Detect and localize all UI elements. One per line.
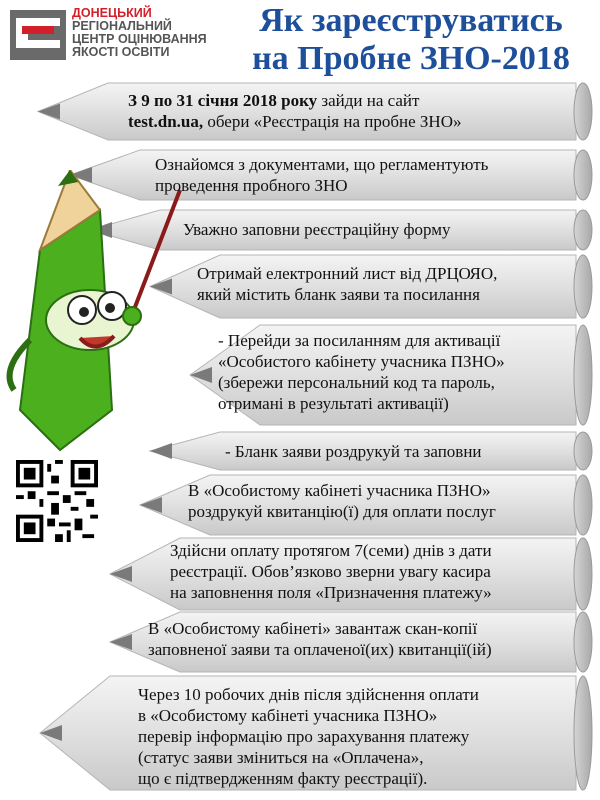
step-line: в «Особистому кабінеті учасника ПЗНО» (138, 706, 438, 725)
pencil-end (574, 432, 592, 470)
pencil-end (574, 83, 592, 140)
step-2 (155, 154, 488, 196)
pencil-end (574, 475, 592, 535)
pencil-end (574, 255, 592, 318)
step-line: «Особистого кабінету учасника ПЗНО» (218, 352, 505, 371)
step-line: Отримай електронний лист від ДРЦОЯО, (197, 264, 498, 283)
step-line: реєстрації. Обов’язково зверни увагу касира (170, 562, 491, 581)
step-line: З 9 по 31 січня 2018 року зайди на сайт (128, 91, 420, 110)
step-line: - Перейди за посиланням для активації (218, 331, 501, 350)
qr-code-icon[interactable] (16, 460, 98, 542)
step-line: (статус заяви зміниться на «Оплачена», (138, 748, 424, 767)
step-line: (збережи персональний код та пароль, (218, 373, 495, 392)
pencil-lead (38, 104, 60, 120)
step-5 (218, 330, 505, 414)
pencil-end (574, 538, 592, 610)
step-3 (183, 219, 451, 240)
step-line: який містить бланк заяви та посилання (197, 285, 480, 304)
org-line-1: ДОНЕЦЬКИЙ (72, 6, 152, 20)
step-line: В «Особистому кабінеті учасника ПЗНО» (188, 481, 491, 500)
step-line: перевір інформацію про зарахування платежу (138, 727, 470, 746)
pencil-end (574, 210, 592, 250)
step-line: отримані в результаті активації) (218, 394, 449, 413)
step-6 (225, 441, 482, 462)
pencil-mascot-illustration (0, 170, 210, 460)
title-line-2: на Пробне ЗНО-2018 (252, 40, 570, 77)
step-line: Ознайомся з документами, що регламентують (155, 155, 489, 174)
step-1 (128, 90, 461, 132)
step-line: роздрукуй квитанцію(ї) для оплати послуг (188, 502, 496, 521)
step-10 (138, 684, 479, 789)
step-line: В «Особистому кабінеті» завантаж скан-копії (148, 619, 478, 638)
step-7 (188, 480, 496, 522)
step-line: test.dn.ua, обери «Реєстрація на пробне ЗНО» (128, 112, 462, 131)
step-line: що є підтвердженням факту реєстрації). (138, 769, 428, 788)
step-line: Здійсни оплату протягом 7(семи) днів з дати (170, 541, 492, 560)
pencil-end (574, 612, 592, 672)
step-line: Через 10 робочих днів після здійснення оплати (138, 685, 479, 704)
step-9 (148, 618, 492, 660)
org-line-4: ЯКОСТІ ОСВІТИ (72, 45, 170, 59)
pencil-lead (140, 497, 162, 513)
org-line-3: ЦЕНТР ОЦІНЮВАННЯ (72, 32, 207, 46)
pencil-end (574, 325, 592, 425)
pencil-end (574, 150, 592, 200)
title-line-1: Як зареєструватись (259, 2, 563, 39)
step-line: Уважно заповни реєстраційну форму (183, 220, 451, 239)
step-line: заповненої заяви та оплаченої(их) квитанції(ій) (148, 640, 492, 659)
step-line: - Бланк заяви роздрукуй та заповни (225, 442, 482, 461)
step-4 (197, 263, 497, 305)
step-line: проведення пробного ЗНО (155, 176, 348, 195)
step-8 (170, 540, 492, 603)
pencil-lead (110, 634, 132, 650)
pencil-end (574, 676, 592, 790)
org-line-2: РЕГІОНАЛЬНИЙ (72, 19, 172, 33)
step-line: на заповнення поля «Призначення платежу» (170, 583, 492, 602)
